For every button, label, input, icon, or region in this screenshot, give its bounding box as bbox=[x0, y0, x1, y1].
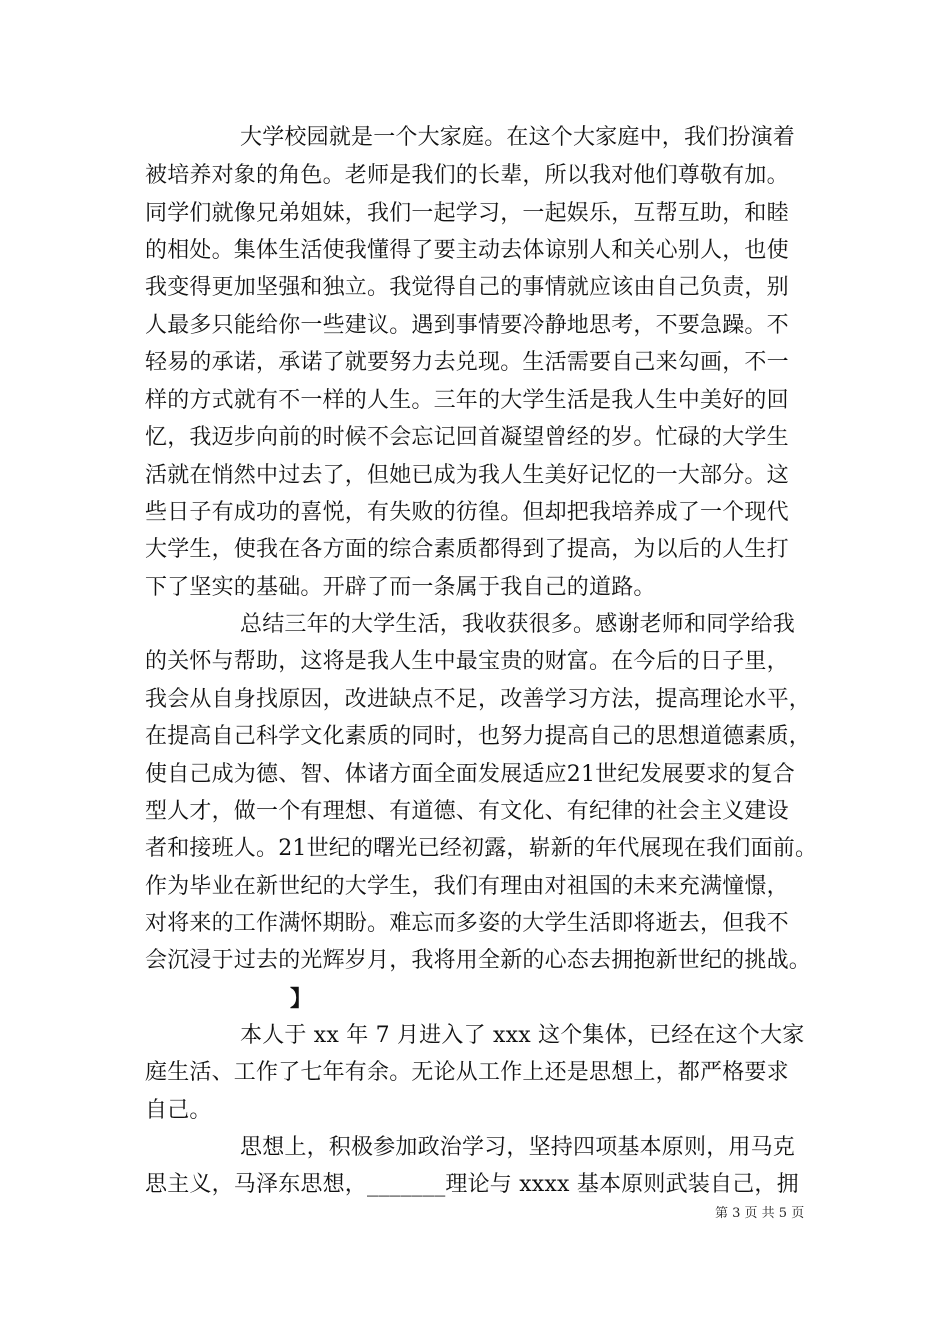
paragraph-line: 轻易的承诺，承诺了就要努力去兑现。生活需要自己来勾画，不一 bbox=[145, 350, 789, 375]
paragraph-line: 样的方式就有不一样的人生。三年的大学生活是我人生中美好的回 bbox=[145, 388, 789, 413]
paragraph-line: 庭生活、工作了七年有余。无论从工作上还是思想上，都严格要求 bbox=[145, 1060, 789, 1085]
paragraph-line: 对将来的工作满怀期盼。难忘而多姿的大学生活即将逝去，但我不 bbox=[145, 911, 789, 936]
paragraph-line: 型人才，做一个有理想、有道德、有文化、有纪律的社会主义建设 bbox=[145, 799, 789, 824]
paragraph-line: 被培养对象的角色。老师是我们的长辈，所以我对他们尊敬有加。 bbox=[145, 163, 789, 188]
paragraph-line: 思想上，积极参加政治学习，坚持四项基本原则，用马克 bbox=[240, 1135, 796, 1160]
paragraph-line: 我会从自身找原因，改进缺点不足，改善学习方法，提高理论水平， bbox=[145, 687, 812, 712]
paragraph-line: 者和接班人。21世纪的曙光已经初露，崭新的年代展现在我们面前。 bbox=[145, 836, 818, 861]
paragraph-line: 作为毕业在新世纪的大学生，我们有理由对祖国的未来充满憧憬， bbox=[145, 874, 789, 899]
paragraph-line: 些日子有成功的喜悦，有失败的彷徨。但却把我培养成了一个现代 bbox=[145, 500, 789, 525]
paragraph-line: 大学生，使我在各方面的综合素质都得到了提高，为以后的人生打 bbox=[145, 537, 789, 562]
paragraph-line: 总结三年的大学生活，我收获很多。感谢老师和同学给我 bbox=[240, 612, 796, 637]
paragraph-line: 的相处。集体生活使我懂得了要主动去体谅别人和关心别人，也使 bbox=[145, 238, 789, 263]
paragraph-line: 在提高自己科学文化素质的同时，也努力提高自己的思想道德素质， bbox=[145, 724, 812, 749]
page-number-footer: 第 3 页 共 5 页 bbox=[715, 1206, 805, 1221]
paragraph-line: 人最多只能给你一些建议。遇到事情要冷静地思考，不要急躁。不 bbox=[145, 313, 789, 338]
paragraph-line: 会沉浸于过去的光辉岁月，我将用全新的心态去拥抱新世纪的挑战。 bbox=[145, 948, 812, 973]
bracket-mark: 】 bbox=[290, 986, 313, 1012]
paragraph-line: 自己。 bbox=[145, 1098, 212, 1123]
paragraph-line: 活就在悄然中过去了，但她已成为我人生美好记忆的一大部分。这 bbox=[145, 463, 789, 488]
paragraph-line: 我变得更加坚强和独立。我觉得自己的事情就应该由自己负责，别 bbox=[145, 275, 789, 300]
paragraph-line: 忆，我迈步向前的时候不会忘记回首凝望曾经的岁。忙碌的大学生 bbox=[145, 425, 789, 450]
paragraph-line: 本人于 xx 年 7 月进入了 xxx 这个集体，已经在这个大家 bbox=[240, 1023, 805, 1048]
paragraph-line: 使自己成为德、智、体诸方面全面发展适应21世纪发展要求的复合 bbox=[145, 762, 795, 787]
paragraph-line: 下了坚实的基础。开辟了而一条属于我自己的道路。 bbox=[145, 575, 656, 600]
paragraph-line: 同学们就像兄弟姐妹，我们一起学习，一起娱乐，互帮互助，和睦 bbox=[145, 201, 789, 226]
paragraph-line: 大学校园就是一个大家庭。在这个大家庭中，我们扮演着 bbox=[240, 125, 796, 150]
paragraph-line: 的关怀与帮助，这将是我人生中最宝贵的财富。在今后的日子里， bbox=[145, 649, 789, 674]
paragraph-line: 思主义，马泽东思想，_______理论与 xxxx 基本原则武装自己，拥 bbox=[145, 1172, 799, 1197]
